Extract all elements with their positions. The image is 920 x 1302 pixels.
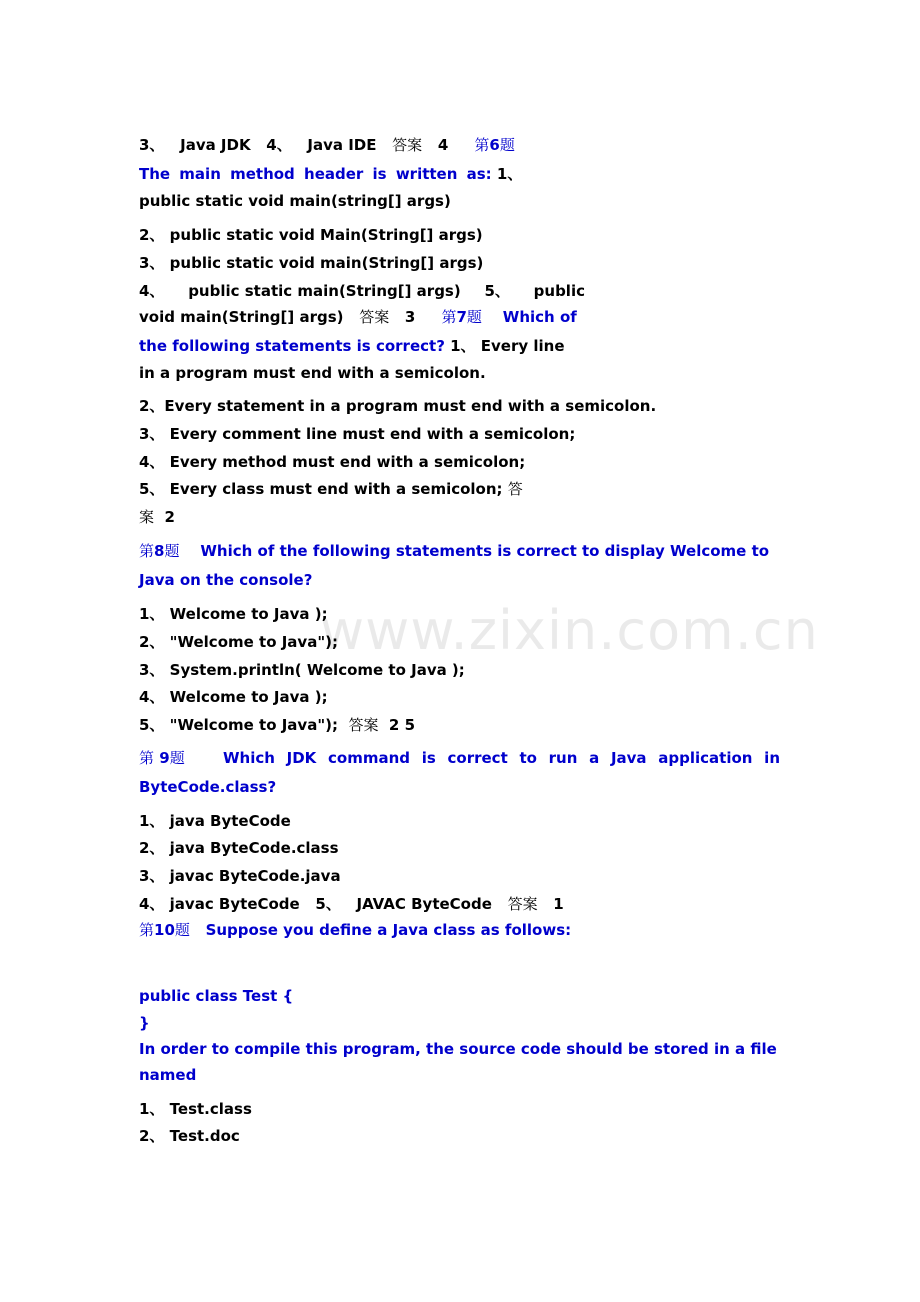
- option-text: public static main(String[] args): [188, 282, 461, 300]
- option-5-answer: [139, 715, 415, 735]
- option-5-answer-q7-start: [139, 307, 577, 327]
- answer-value: 4: [437, 136, 449, 154]
- code-line-1: public class Test {: [139, 987, 294, 1005]
- option-1: 1、 Test.class: [139, 1100, 252, 1118]
- answer-label: 答案: [359, 308, 390, 326]
- option-text: Java IDE: [307, 136, 377, 154]
- option-1: 1、 Welcome to Java );: [139, 605, 328, 623]
- answer-q7: [139, 507, 175, 527]
- question-prefix: 第: [474, 136, 490, 154]
- option-number: 5、: [484, 282, 510, 300]
- question-text-cont: named: [139, 1066, 197, 1084]
- question-suffix: 题: [466, 308, 482, 326]
- question-prefix: 第: [139, 921, 155, 939]
- question-text: Which of the following statements is correct to display Welcome to: [200, 542, 770, 560]
- question-prefix: 第: [139, 542, 155, 560]
- question-text: the following statements is correct?: [139, 337, 445, 355]
- option-4-5-answer: [139, 894, 564, 914]
- option-1: public static void main(string[] args): [139, 192, 451, 210]
- option-3: 3、 Every comment line must end with a semicolon;: [139, 425, 576, 443]
- answer-label: 答案: [392, 136, 423, 154]
- answer-value: 2 5: [388, 716, 416, 734]
- question-8-header: [139, 541, 769, 561]
- option-1: 1、 Every line: [450, 337, 565, 355]
- answer-line-q5: [139, 135, 515, 155]
- question-9-header: [139, 748, 780, 768]
- option-1: 1、 java ByteCode: [139, 812, 291, 830]
- option-text: Java JDK: [180, 136, 251, 154]
- option-number: 4、: [139, 282, 165, 300]
- code-line-2: }: [139, 1014, 150, 1032]
- question-suffix: 题: [174, 921, 190, 939]
- watermark: www.zixin.com.cn: [320, 599, 819, 662]
- question-prefix: 第: [441, 308, 457, 326]
- question-text: In order to compile this program, the source code should be stored in a file: [139, 1040, 777, 1058]
- question-number: 7: [456, 308, 467, 326]
- option-4: 4、 Every method must end with a semicolon;: [139, 453, 526, 471]
- option-4: 4、 Welcome to Java );: [139, 688, 328, 706]
- option-text: JAVAC ByteCode: [356, 895, 492, 913]
- question-10-header: [139, 920, 571, 940]
- question-text-cont: Java on the console?: [139, 571, 313, 589]
- question-text-cont: ByteCode.class?: [139, 778, 277, 796]
- option-2: 2、 public static void Main(String[] args): [139, 226, 483, 244]
- question-suffix: 题: [164, 542, 180, 560]
- answer-label: 案: [139, 508, 155, 526]
- option-1-cont: in a program must end with a semicolon.: [139, 364, 486, 382]
- answer-label: 答: [507, 480, 523, 498]
- option-2: 2、 "Welcome to Java");: [139, 633, 338, 651]
- option-text: public: [533, 282, 585, 300]
- option-4-5: [139, 281, 585, 301]
- option-text: void main(String[] args): [139, 308, 344, 326]
- answer-label: 答案: [348, 716, 379, 734]
- answer-label: 答案: [507, 895, 538, 913]
- answer-value: 2: [164, 508, 175, 526]
- question-label: [139, 748, 185, 768]
- question-suffix: 题: [169, 749, 185, 767]
- question-number: 9: [159, 749, 170, 767]
- question-text: Which JDK command is correct to run a Java application in: [223, 749, 780, 767]
- option-number: 1、: [496, 165, 523, 183]
- option-3: 3、 public static void main(String[] args): [139, 254, 484, 272]
- option-text: 4、 javac ByteCode: [139, 895, 300, 913]
- option-3: 3、 javac ByteCode.java: [139, 867, 341, 885]
- option-text: 5、 Every class must end with a semicolon;: [139, 480, 503, 498]
- question-6-header: [139, 164, 780, 184]
- question-suffix: 题: [499, 136, 515, 154]
- option-2: 2、 java ByteCode.class: [139, 839, 339, 857]
- question-text: Suppose you define a Java class as follows:: [205, 921, 572, 939]
- answer-value: 1: [553, 895, 564, 913]
- question-text: Which of: [502, 308, 577, 326]
- question-text: The main method header is written as:: [139, 165, 492, 183]
- question-prefix: 第: [139, 749, 155, 767]
- option-3: 3、 System.println( Welcome to Java );: [139, 661, 465, 679]
- question-number: 6: [489, 136, 500, 154]
- question-7-text: [139, 336, 565, 356]
- question-number: 10: [154, 921, 175, 939]
- option-number: 5、: [315, 895, 341, 913]
- option-5: [139, 479, 523, 499]
- answer-value: 3: [404, 308, 416, 326]
- option-text: 5、 "Welcome to Java");: [139, 716, 338, 734]
- option-number: 4、: [266, 136, 292, 154]
- option-number: 3、: [139, 136, 165, 154]
- option-2: 2、 Test.doc: [139, 1127, 240, 1145]
- option-2: 2、Every statement in a program must end with a semicolon.: [139, 397, 657, 415]
- question-number: 8: [154, 542, 165, 560]
